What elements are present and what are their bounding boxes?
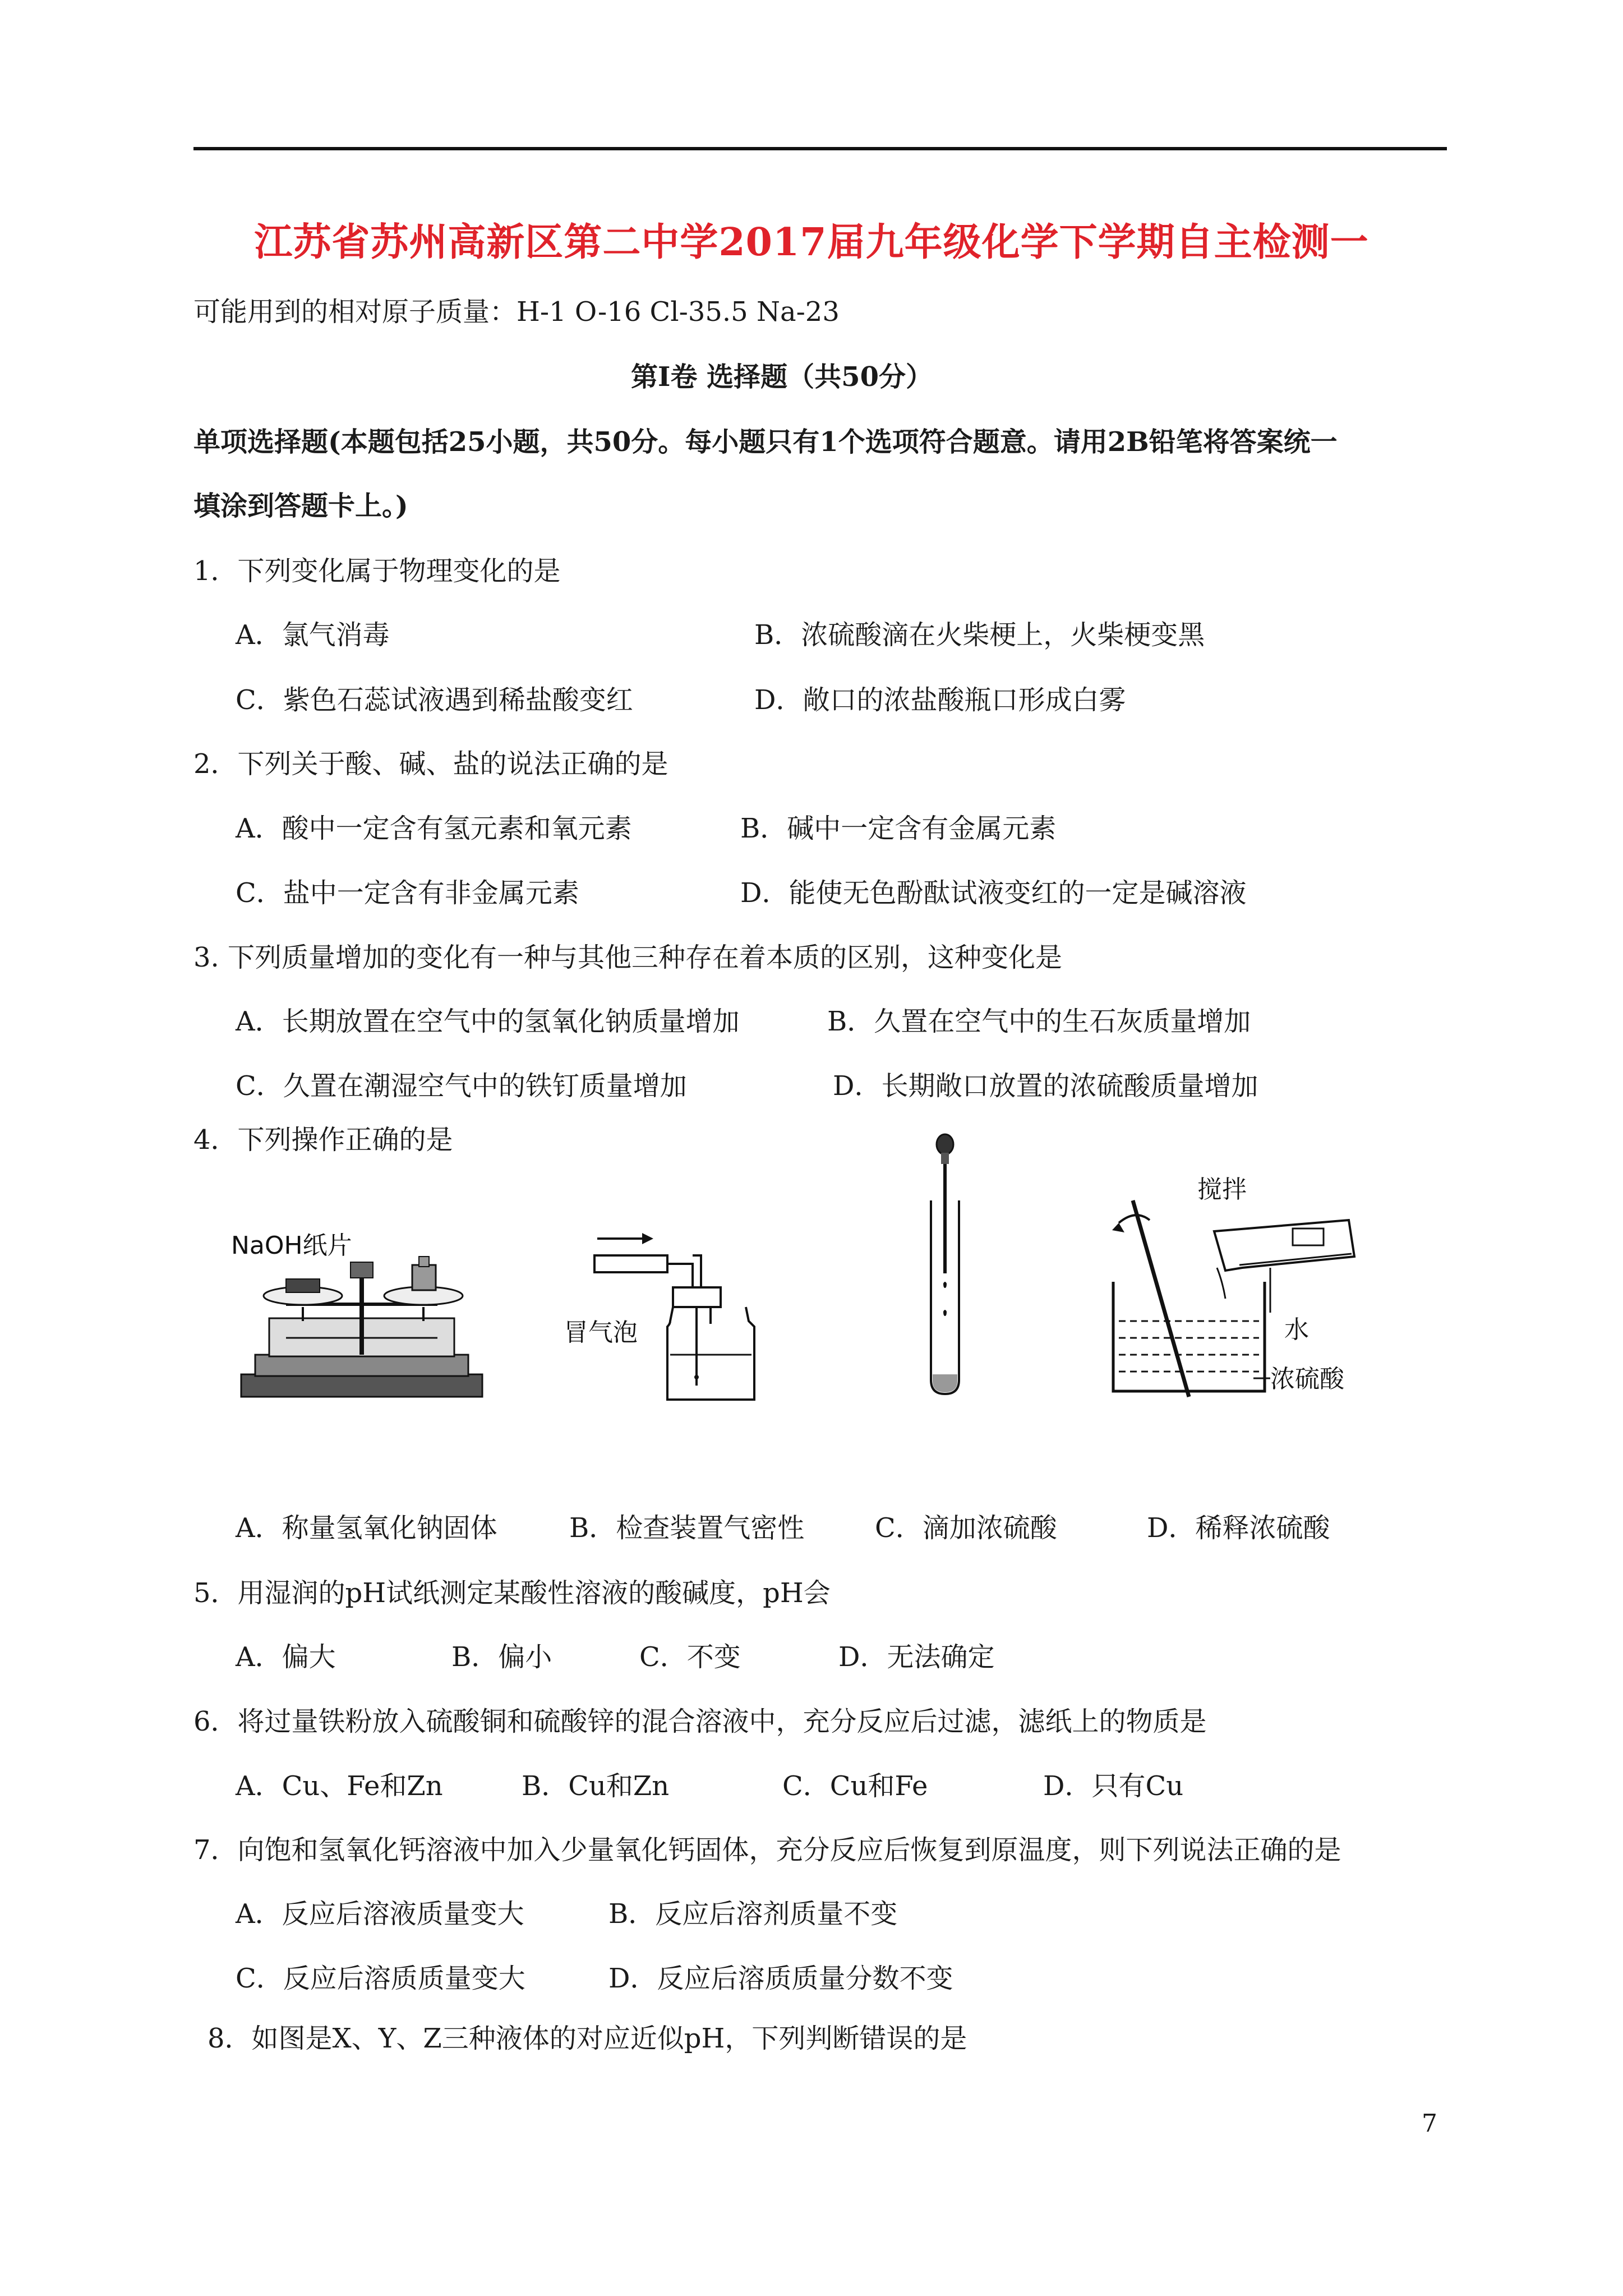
option-b: B．久置在空气中的生石灰质量增加	[827, 1006, 1251, 1037]
option-c: C．不变	[639, 1641, 741, 1673]
option-a: A．氯气消毒	[236, 619, 390, 651]
bubble-label: 冒气泡	[564, 1318, 638, 1347]
question-stem: 6．将过量铁粉放入硫酸铜和硫酸锌的混合溶液中，充分反应后过滤，滤纸上的物质是	[193, 1706, 1207, 1737]
question-stem: 5．用湿润的pH试纸测定某酸性溶液的酸碱度，pH会	[193, 1577, 831, 1609]
option-a: A．长期放置在空气中的氢氧化钠质量增加	[236, 1006, 740, 1037]
option-d: D．反应后溶质质量分数不变	[608, 1963, 953, 1994]
option-d: D．敞口的浓盐酸瓶口形成白雾	[754, 684, 1126, 716]
dropper-figure	[920, 1133, 970, 1397]
question-stem: 4．下列操作正确的是	[193, 1124, 453, 1156]
option-b: B．偏小	[451, 1641, 552, 1673]
question-stem: 3. 下列质量增加的变化有一种与其他三种存在着本质的区别，这种变化是	[193, 942, 1063, 973]
option-b: B．Cu和Zn	[522, 1770, 670, 1802]
option-b: B．检查装置气密性	[569, 1512, 805, 1544]
option-d: D．只有Cu	[1043, 1770, 1184, 1802]
instructions-line2: 填涂到答题卡上。)	[193, 490, 408, 522]
page-number: 7	[1422, 2109, 1437, 2138]
option-d: D．长期敞口放置的浓硫酸质量增加	[833, 1070, 1258, 1102]
question-stem: 2．下列关于酸、碱、盐的说法正确的是	[193, 748, 668, 780]
naoh-label: NaOH纸片	[231, 1231, 352, 1260]
option-a: A．称量氢氧化钠固体	[236, 1512, 497, 1544]
option-c: C．反应后溶质质量变大	[236, 1963, 525, 1994]
airtightness-figure	[564, 1195, 777, 1405]
page-title: 江苏省苏州高新区第二中学2017届九年级化学下学期自主检测一	[254, 220, 1369, 265]
instructions-line1: 单项选择题(本题包括25小题，共50分。每小题只有1个选项符合题意。请用2B铅笔将答案统一	[193, 426, 1338, 458]
option-b: B．反应后溶剂质量不变	[608, 1898, 898, 1930]
stir-label: 搅拌	[1197, 1175, 1247, 1204]
option-a: A．偏大	[236, 1641, 336, 1673]
question-stem: 1．下列变化属于物理变化的是	[193, 555, 561, 587]
question-stem: 7．向饱和氢氧化钙溶液中加入少量氧化钙固体，充分反应后恢复到原温度，则下列说法正确的是	[193, 1834, 1341, 1866]
balance-figure	[224, 1226, 499, 1405]
dilution-figure	[1102, 1170, 1371, 1400]
option-d: D．稀释浓硫酸	[1147, 1512, 1330, 1544]
water-label: 水	[1284, 1315, 1309, 1344]
option-b: B．浓硫酸滴在火柴梗上，火柴梗变黑	[754, 619, 1205, 651]
option-c: C．盐中一定含有非金属元素	[236, 877, 579, 909]
option-c: C．久置在潮湿空气中的铁钉质量增加	[236, 1070, 687, 1102]
option-b: B．碱中一定含有金属元素	[740, 813, 1057, 844]
option-c: C．滴加浓硫酸	[875, 1512, 1057, 1544]
question-stem: 8．如图是X、Y、Z三种液体的对应近似pH，下列判断错误的是	[208, 2023, 967, 2054]
option-d: D．能使无色酚酞试液变红的一定是碱溶液	[740, 877, 1247, 909]
atomic-masses: 可能用到的相对原子质量：H-1 O-16 Cl-35.5 Na-23	[193, 296, 840, 328]
option-a: A．Cu、Fe和Zn	[236, 1770, 443, 1802]
option-c: C．Cu和Fe	[782, 1770, 928, 1802]
option-d: D．无法确定	[838, 1641, 995, 1673]
option-a: A．反应后溶液质量变大	[236, 1898, 524, 1930]
section-title: 第Ⅰ卷 选择题（共50分）	[631, 361, 933, 393]
acid-label: 浓硫酸	[1270, 1365, 1344, 1393]
header-rule	[193, 147, 1447, 150]
option-a: A．酸中一定含有氢元素和氧元素	[236, 813, 632, 844]
option-c: C．紫色石蕊试液遇到稀盐酸变红	[236, 684, 633, 716]
